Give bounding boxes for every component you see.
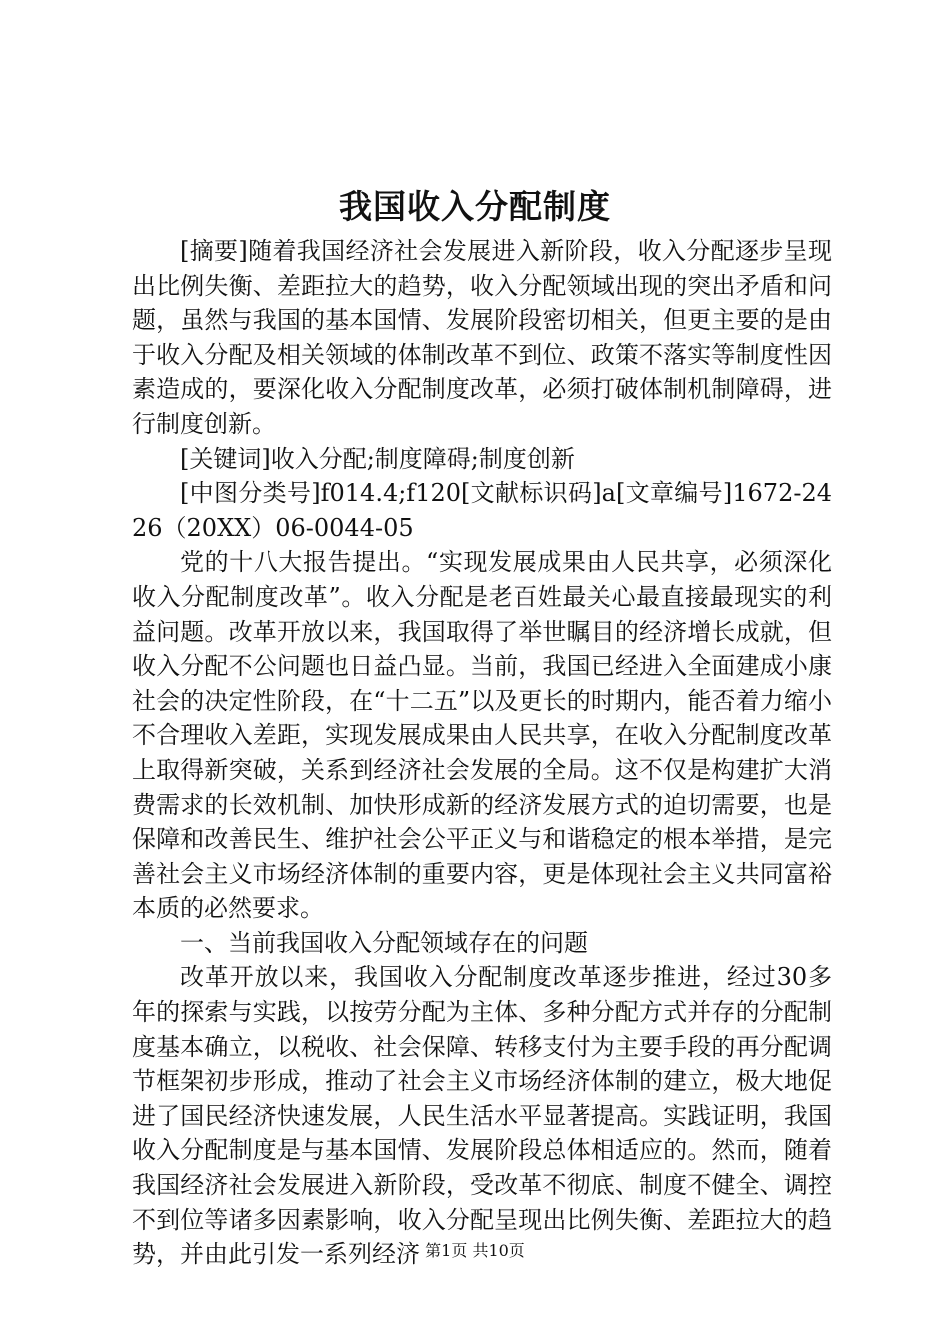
abstract-paragraph: [摘要]随着我国经济社会发展进入新阶段，收入分配逐步呈现出比例失衡、差距拉大的趋势，收入分配领域出现的突出矛盾和问题，虽然与我国的基本国情、发展阶段密切相关，但更主要的是由于收入分配及相关领域的体制改革不到位、政策不落实等制度性因素造成的，要深化收入分配制度改革，必须打破体制机制障碍，进行制度创新。: [132, 237, 832, 438]
page-footer: 第1页 共10页: [425, 1241, 525, 1260]
intro-paragraph: 党的十八大报告提出。“实现发展成果由人民共享，必须深化收入分配制度改革”。收入分配是老百姓最关心最直接最现实的利益问题。改革开放以来，我国取得了举世瞩目的经济增长成就，但收入分配不公问题也日益凸显。当前，我国已经进入全面建成小康社会的决定性阶段，在“十二五”以及更长的时期内，能否着力缩小不合理收入差距，实现发展成果由人民共享，在收入分配制度改革上取得新突破，关系到经济社会发展的全局。这不仅是构建扩大消费需求的长效机制、加快形成新的经济发展方式的迫切需要，也是保障和改善民生、维护社会公平正义与和谐稳定的根本举措，是完善社会主义市场经济体制的重要内容，更是体现社会主义共同富裕本质的必然要求。: [132, 548, 832, 923]
document-body: [132, 234, 832, 1272]
document-title: 我国收入分配制度: [339, 187, 611, 226]
keywords-paragraph: [关键词]收入分配;制度障碍;制度创新: [180, 444, 575, 473]
classification-paragraph: [中图分类号]f014.4;f120[文献标识码]a[文章编号]1672-2426（20XX）06-0044-05: [132, 479, 832, 542]
section-paragraph: 改革开放以来，我国收入分配制度改革逐步推进，经过30多年的探索与实践，以按劳分配为主体、多种分配方式并存的分配制度基本确立，以税收、社会保障、转移支付为主要手段的再分配调节框架初步形成，推动了社会主义市场经济体制的建立，极大地促进了国民经济快速发展，人民生活水平显著提高。实践证明，我国收入分配制度是与基本国情、发展阶段总体相适应的。然而，随着我国经济社会发展进入新阶段，受改革不彻底、制度不健全、调控不到位等诸多因素影响，收入分配呈现出比例失衡、差距拉大的趋势，并由此引发一系列经济: [132, 963, 832, 1269]
section-heading: 一、当前我国收入分配领域存在的问题: [180, 928, 588, 957]
